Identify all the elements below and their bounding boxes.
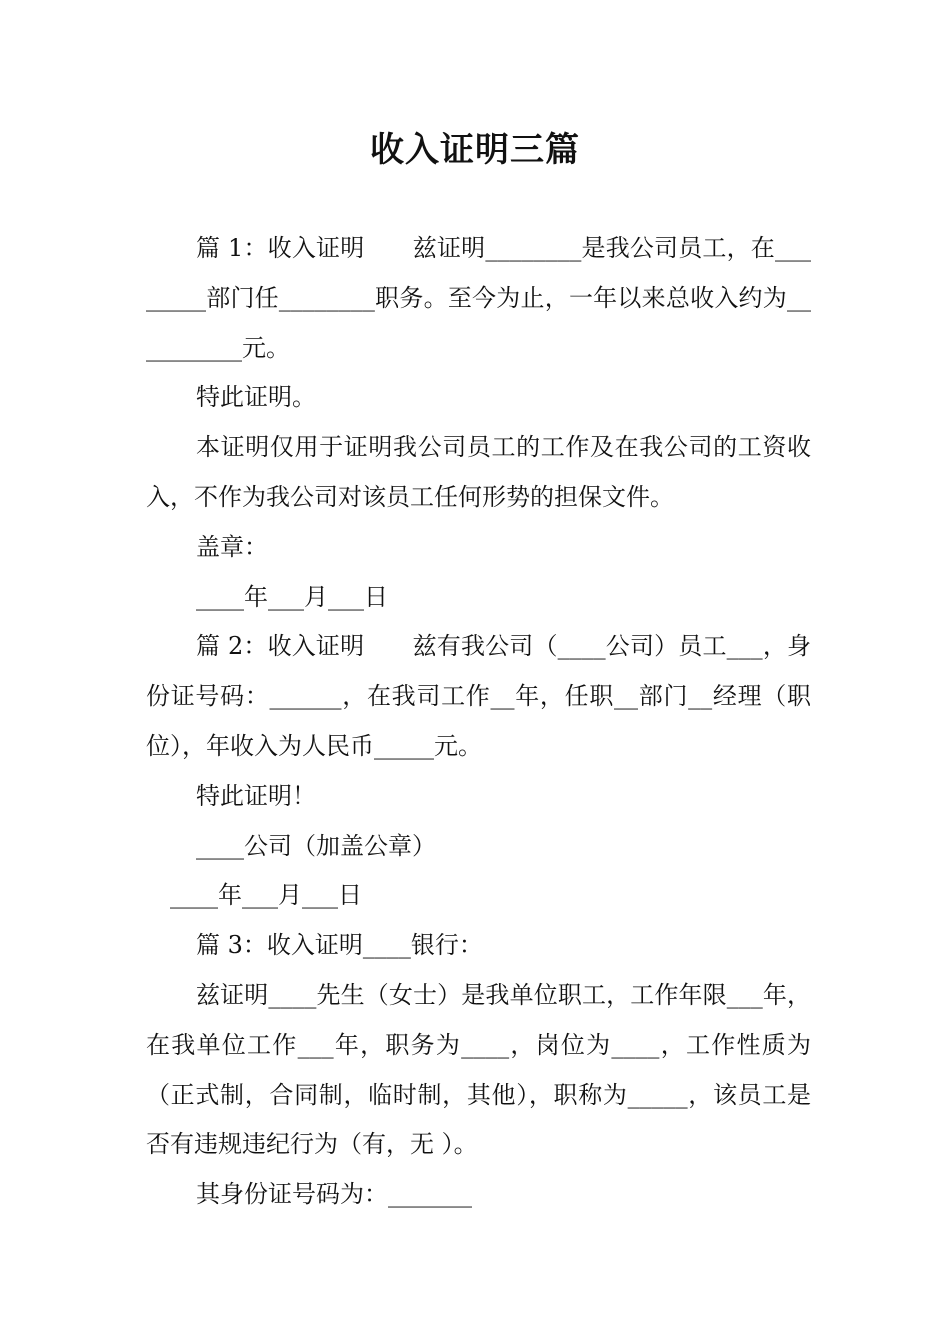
paragraph-6: 篇 2：收入证明 兹有我公司（____公司）员工___，身份证号码：______，在我司工作__年，任职__部门__经理（职位），年收入为人民币_____元。 <box>146 632 811 760</box>
paragraph-8: ____公司（加盖公章） <box>196 831 436 860</box>
paragraph-9: ____年___月___日 <box>170 881 362 910</box>
paragraph-3: 本证明仅用于证明我公司员工的工作及在我公司的工资收入，不作为我公司对该员工任何形势的担保文件。 <box>146 433 811 511</box>
document-title: 收入证明三篇 <box>370 130 580 170</box>
paragraph-10: 篇 3：收入证明____银行： <box>196 931 483 960</box>
paragraph-5: ____年___月___日 <box>196 582 388 611</box>
paragraph-7: 特此证明！ <box>196 781 316 810</box>
paragraph-2: 特此证明。 <box>196 383 316 412</box>
paragraph-1: 篇 1：收入证明 兹证明________是我公司员工，在________部门任________职务。至今为止，一年以来总收入约为__________元。 <box>146 234 811 362</box>
document-body <box>146 224 811 1220</box>
paragraph-4: 盖章： <box>196 532 268 561</box>
paragraph-12: 其身份证号码为：_______ <box>196 1180 472 1209</box>
paragraph-11: 兹证明____先生（女士）是我单位职工，工作年限___年，在我单位工作___年，职务为____，岗位为____，工作性质为（正式制，合同制，临时制，其他），职称为_____，该员工是否有违规违纪行为（有，无 ）。 <box>146 980 811 1159</box>
